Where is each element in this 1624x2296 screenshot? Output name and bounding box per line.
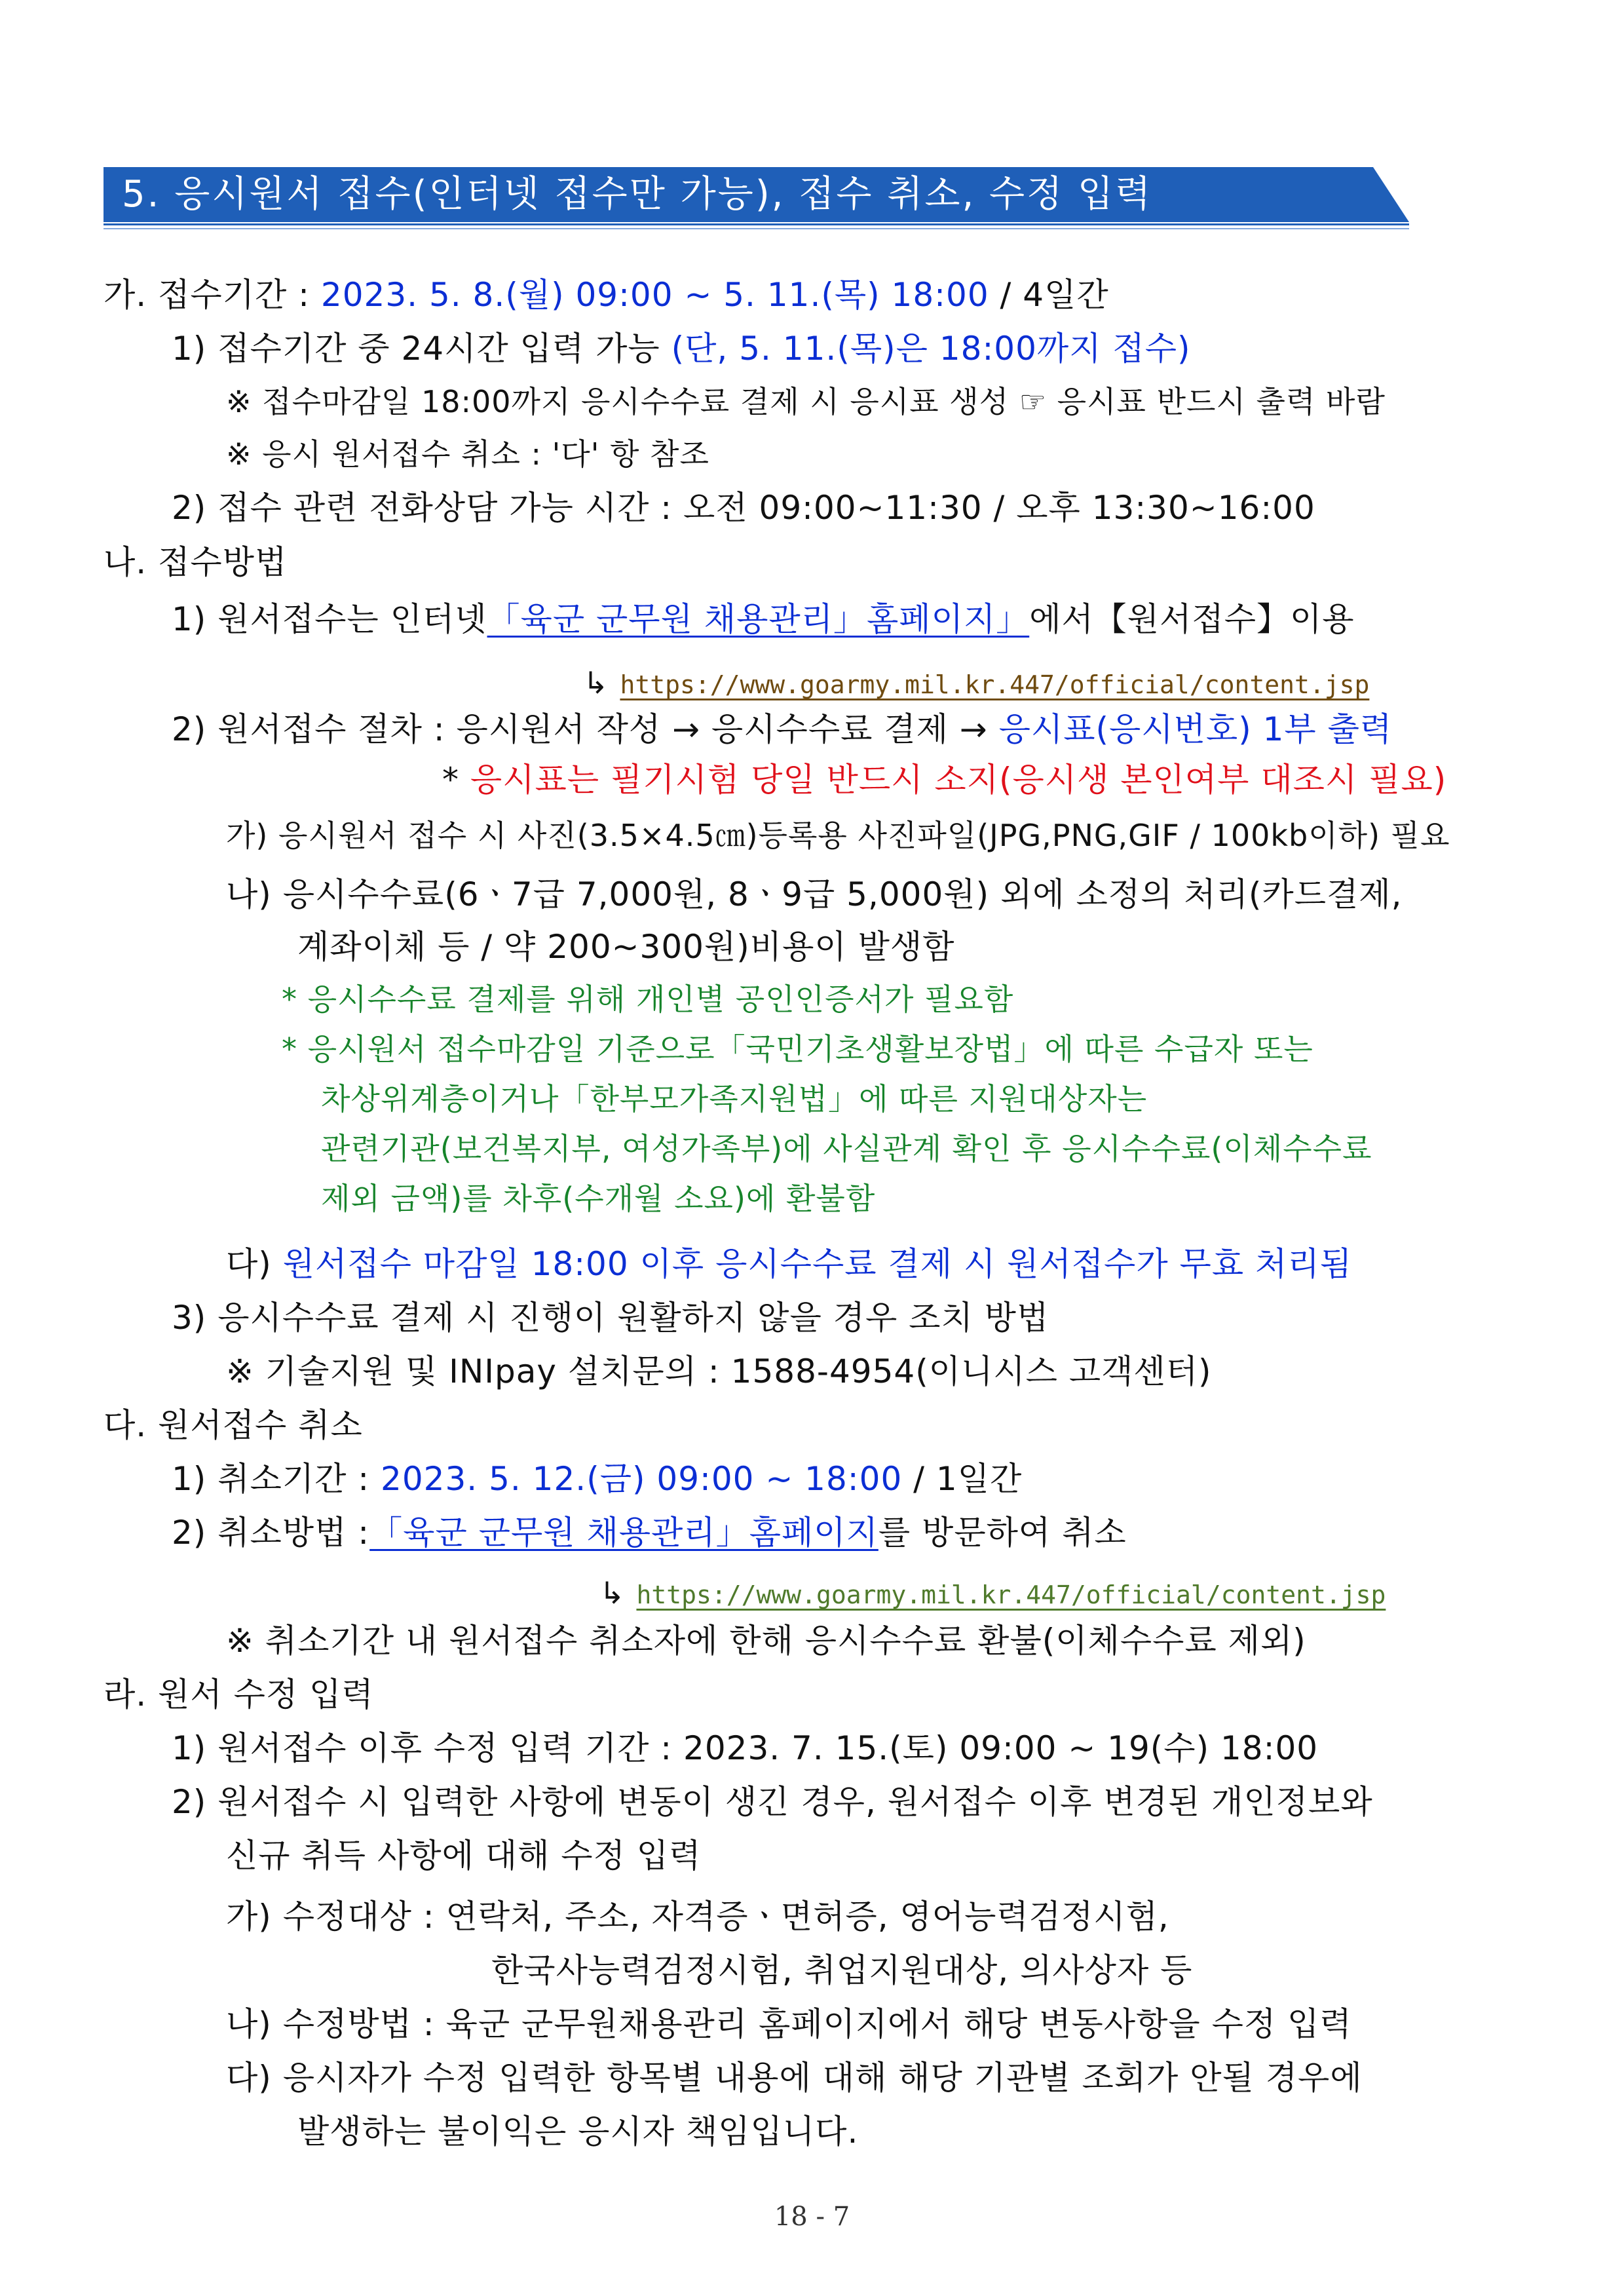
na-item-3: 3) 응시수수료 결제 시 진행이 원활하지 않을 경우 조치 방법	[172, 1299, 1049, 1337]
na-star-2-line-1: * 응시원서 접수마감일 기준으로「국민기초생활보장법」에 따른 수급자 또는	[282, 1031, 1313, 1067]
ra-item-2-line-1: 2) 원서접수 시 입력한 사항에 변동이 생긴 경우, 원서접수 이후 변경된 개인정보와	[172, 1783, 1373, 1821]
ra-item-2-line-2: 신규 취득 사항에 대해 수정 입력	[226, 1837, 702, 1875]
ra-item-1: 1) 원서접수 이후 수정 입력 기간 : 2023. 7. 15.(토) 09:00 ~ 19(수) 18:00	[172, 1729, 1319, 1767]
ga-item-1	[172, 326, 1191, 372]
da-item-2	[172, 1510, 1127, 1556]
da-item-1	[172, 1456, 1022, 1502]
da-item-1-tail: / 1일간	[902, 1460, 1023, 1498]
heading-ra: 라. 원서 수정 입력	[104, 1675, 374, 1713]
page-number: 18 - 7	[774, 2202, 850, 2232]
na-sub-da-lead: 다)	[226, 1245, 283, 1283]
na-item-3-note: ※ 기술지원 및 INIpay 설치문의 : 1588-4954(이니시스 고객센터)	[226, 1352, 1212, 1390]
cancel-homepage-link[interactable]: 「육군 군무원 채용관리」홈페이지	[369, 1514, 878, 1552]
homepage-link[interactable]: 「육군 군무원 채용관리」홈페이지」	[487, 600, 1030, 638]
na-item-2-highlight: 응시표(응시번호) 1부 출력	[998, 710, 1393, 748]
official-url-link[interactable]: https://www.goarmy.mil.kr.447/official/content.jsp	[620, 670, 1370, 699]
da-item-2-tail: 를 방문하여 취소	[878, 1514, 1127, 1552]
na-sub-da	[226, 1241, 1352, 1287]
star-mark: *	[442, 761, 470, 799]
ra-sub-da-1: 다) 응시자가 수정 입력한 항목별 내용에 대해 해당 기관별 조회가 안될 경우에	[226, 2059, 1363, 2097]
na-sub-ga: 가) 응시원서 접수 시 사진(3.5×4.5㎝)등록용 사진파일(JPG,PNG,GIF / 100kb이하) 필요	[226, 818, 1450, 853]
na-item-2-note	[442, 757, 1446, 803]
ra-sub-na: 나) 수정방법 : 육군 군무원채용관리 홈페이지에서 해당 변동사항을 수정 입력	[226, 2005, 1352, 2043]
ga-note-1: ※ 접수마감일 18:00까지 응시수수료 결제 시 응시표 생성 ☞ 응시표 반드시 출력 바람	[226, 384, 1386, 419]
cancel-period-text: 2023. 5. 12.(금) 09:00 ~ 18:00	[381, 1460, 903, 1498]
heading-ga	[104, 272, 1109, 318]
na-star-1: * 응시수수료 결제를 위해 개인별 공인인증서가 필요함	[282, 982, 1014, 1017]
na-sub-da-text: 원서접수 마감일 18:00 이후 응시수수료 결제 시 원서접수가 무효 처리됨	[282, 1245, 1352, 1283]
ga-item-1-note: (단, 5. 11.(목)은 18:00까지 접수)	[671, 330, 1191, 368]
da-item-1-lead: 1) 취소기간 :	[172, 1460, 381, 1498]
da-note: ※ 취소기간 내 원서접수 취소자에 한해 응시수수료 환불(이체수수료 제외)	[226, 1622, 1306, 1660]
na-sub-na-1: 나) 응시수수료(6ㆍ7급 7,000원, 8ㆍ9급 5,000원) 외에 소정의 처리(카드결제,	[226, 875, 1403, 913]
na-item-1-lead: 1) 원서접수는 인터넷	[172, 600, 487, 638]
na-item-1-tail: 에서【원서접수】이용	[1029, 600, 1355, 638]
heading-ga-label: 가. 접수기간 :	[104, 276, 321, 314]
arrow-icon: ↳	[583, 665, 609, 700]
da-url-line	[599, 1569, 1386, 1615]
period-tail: / 4일간	[989, 276, 1109, 314]
na-item-2	[172, 706, 1392, 752]
ra-sub-ga-2: 한국사능력검정시험, 취업지원대상, 의사상자 등	[491, 1951, 1193, 1989]
na-star-2-line-2: 차상위계층이거나「한부모가족지원법」에 따른 지원대상자는	[321, 1081, 1148, 1117]
arrow-icon: ↳	[599, 1575, 626, 1611]
na-sub-na-2: 계좌이체 등 / 약 200~300원)비용이 발생함	[297, 928, 955, 966]
heading-da: 다. 원서접수 취소	[104, 1406, 363, 1444]
ra-sub-da-2: 발생하는 불이익은 응시자 책임입니다.	[297, 2113, 859, 2151]
section-banner	[104, 167, 1409, 234]
na-url-line	[583, 659, 1369, 705]
na-item-2-warning: 응시표는 필기시험 당일 반드시 소지(응시생 본인여부 대조시 필요)	[470, 761, 1447, 799]
na-item-2-lead: 2) 원서접수 절차 : 응시원서 작성 → 응시수수료 결제 →	[172, 710, 999, 748]
na-item-1	[172, 596, 1355, 642]
section-title: 5. 응시원서 접수(인터넷 접수만 가능), 접수 취소, 수정 입력	[122, 173, 1153, 216]
ra-sub-ga-1: 가) 수정대상 : 연락처, 주소, 자격증ㆍ면허증, 영어능력검정시험,	[226, 1898, 1169, 1936]
da-item-2-lead: 2) 취소방법 :	[172, 1514, 370, 1552]
ga-note-2: ※ 응시 원서접수 취소 : '다' 항 참조	[226, 436, 709, 472]
ga-item-2: 2) 접수 관련 전화상담 가능 시간 : 오전 09:00~11:30 / 오후 13:30~16:00	[172, 489, 1315, 527]
period-text: 2023. 5. 8.(월) 09:00 ~ 5. 11.(목) 18:00	[320, 276, 989, 314]
na-star-2-line-3: 관련기관(보건복지부, 여성가족부)에 사실관계 확인 후 응시수수료(이체수수료	[321, 1131, 1372, 1166]
heading-na: 나. 접수방법	[104, 543, 288, 581]
cancel-url-link[interactable]: https://www.goarmy.mil.kr.447/official/content.jsp	[636, 1580, 1386, 1609]
ga-item-1-lead: 1) 접수기간 중 24시간 입력 가능	[172, 330, 671, 368]
na-star-2-line-4: 제외 금액)를 차후(수개월 소요)에 환불함	[321, 1181, 876, 1216]
